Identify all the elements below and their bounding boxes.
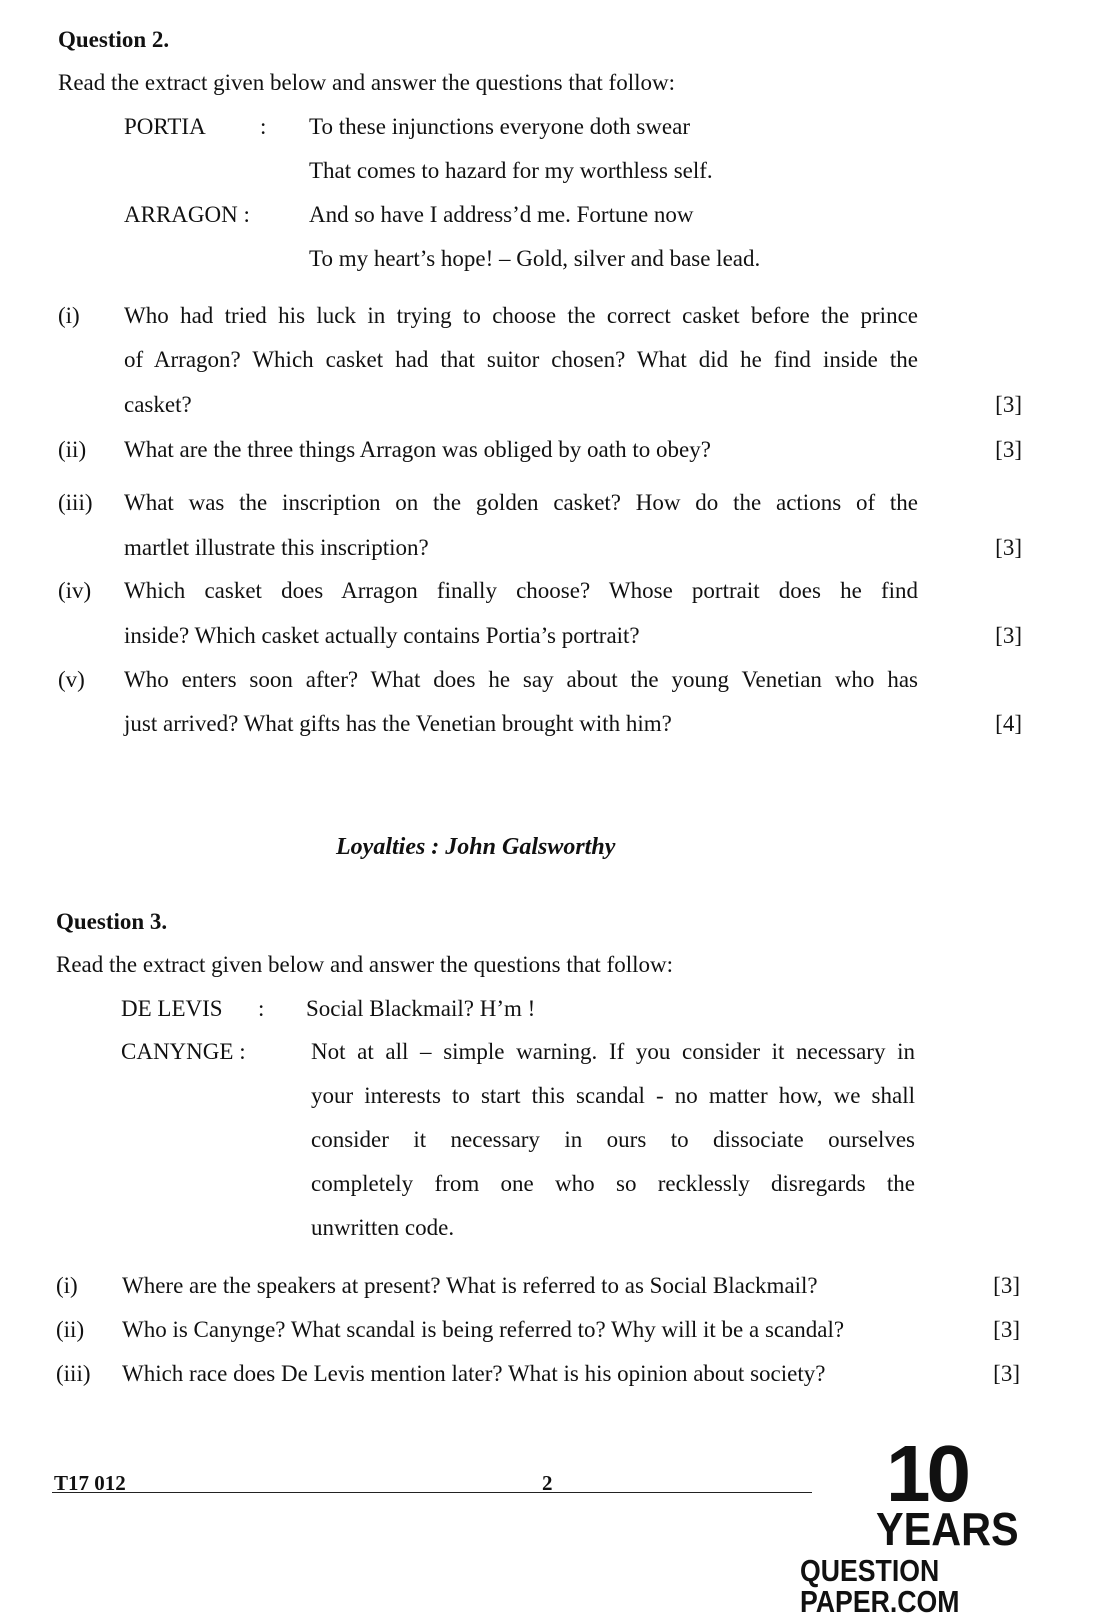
subquestion-text: What are the three things Arragon was obliged by oath to obey? bbox=[124, 437, 711, 462]
footer-divider bbox=[52, 1492, 812, 1493]
question-2-instruction: Read the extract given below and answer the questions that follow: bbox=[58, 70, 675, 95]
logo-site-name: QUESTION PAPER.COM bbox=[800, 1553, 960, 1619]
marks: [3] bbox=[995, 437, 1022, 462]
watermark-logo bbox=[800, 1429, 1100, 1619]
subquestion-number: (v) bbox=[58, 667, 85, 692]
question-3-instruction: Read the extract given below and answer the questions that follow: bbox=[56, 952, 673, 977]
subquestion-text: Who enters soon after? What does he say about the young Venetian who has bbox=[124, 667, 918, 692]
paper-code: T17 012 bbox=[54, 1471, 126, 1495]
subquestion-number: (iii) bbox=[56, 1361, 91, 1386]
subquestion-text: martlet illustrate this inscription? bbox=[124, 535, 429, 560]
subquestion-text: casket? bbox=[124, 392, 192, 417]
question-3-title: Question 3. bbox=[56, 909, 168, 934]
subquestion-number: (iii) bbox=[58, 490, 93, 515]
extract-line: completely from one who so recklessly disregards the bbox=[311, 1171, 915, 1196]
speaker-portia: PORTIA bbox=[124, 114, 206, 139]
subquestion-number: (ii) bbox=[56, 1317, 85, 1342]
speaker-arragon: ARRAGON : bbox=[124, 202, 250, 227]
subquestion-text: inside? Which casket actually contains Portia’s portrait? bbox=[124, 623, 640, 648]
extract-line: To these injunctions everyone doth swear bbox=[309, 114, 690, 139]
extract-line: Not at all – simple warning. If you consider it necessary in bbox=[311, 1039, 915, 1064]
extract-line: Social Blackmail? H’m ! bbox=[306, 996, 536, 1021]
subquestion-number: (iv) bbox=[58, 578, 92, 603]
subquestion-text: What was the inscription on the golden casket? How do the actions of the bbox=[124, 490, 918, 515]
extract-line: your interests to start this scandal - no matter how, we shall bbox=[311, 1083, 915, 1108]
speaker-colon: : bbox=[258, 996, 265, 1021]
question-2-title: Question 2. bbox=[58, 27, 170, 52]
logo-number: 10 bbox=[886, 1429, 967, 1518]
subquestion-text: of Arragon? Which casket had that suitor chosen? What did he find inside the bbox=[124, 347, 918, 372]
marks: [3] bbox=[995, 535, 1022, 560]
subquestion-text: Which casket does Arragon finally choose? Whose portrait does he find bbox=[124, 578, 918, 603]
speaker-canynge: CANYNGE : bbox=[121, 1039, 246, 1064]
marks: [3] bbox=[993, 1317, 1020, 1342]
subquestion-text: Where are the speakers at present? What is referred to as Social Blackmail? bbox=[122, 1273, 818, 1298]
subquestion-text: just arrived? What gifts has the Venetian brought with him? bbox=[124, 711, 672, 736]
subquestion-number: (i) bbox=[56, 1273, 78, 1298]
page-number: 2 bbox=[542, 1471, 553, 1495]
subquestion-text: Who had tried his luck in trying to choose the correct casket before the prince bbox=[124, 303, 918, 328]
speaker-de-levis: DE LEVIS bbox=[121, 996, 223, 1021]
subquestion-text: Who is Canynge? What scandal is being referred to? Why will it be a scandal? bbox=[122, 1317, 845, 1342]
extract-line: That comes to hazard for my worthless self. bbox=[309, 158, 713, 183]
marks: [3] bbox=[993, 1273, 1020, 1298]
marks: [4] bbox=[995, 711, 1022, 736]
section-title: Loyalties : John Galsworthy bbox=[336, 834, 616, 860]
extract-line: To my heart’s hope! – Gold, silver and base lead. bbox=[309, 246, 761, 271]
subquestion-number: (ii) bbox=[58, 437, 87, 462]
marks: [3] bbox=[995, 392, 1022, 417]
marks: [3] bbox=[995, 623, 1022, 648]
extract-line: consider it necessary in ours to dissociate ourselves bbox=[311, 1127, 915, 1152]
logo-years: YEARS bbox=[876, 1503, 1019, 1555]
extract-line: And so have I address’d me. Fortune now bbox=[309, 202, 694, 227]
subquestion-text: Which race does De Levis mention later? What is his opinion about society? bbox=[122, 1361, 826, 1386]
extract-line: unwritten code. bbox=[311, 1215, 455, 1240]
speaker-colon: : bbox=[260, 114, 267, 139]
marks: [3] bbox=[993, 1361, 1020, 1386]
subquestion-number: (i) bbox=[58, 303, 80, 328]
